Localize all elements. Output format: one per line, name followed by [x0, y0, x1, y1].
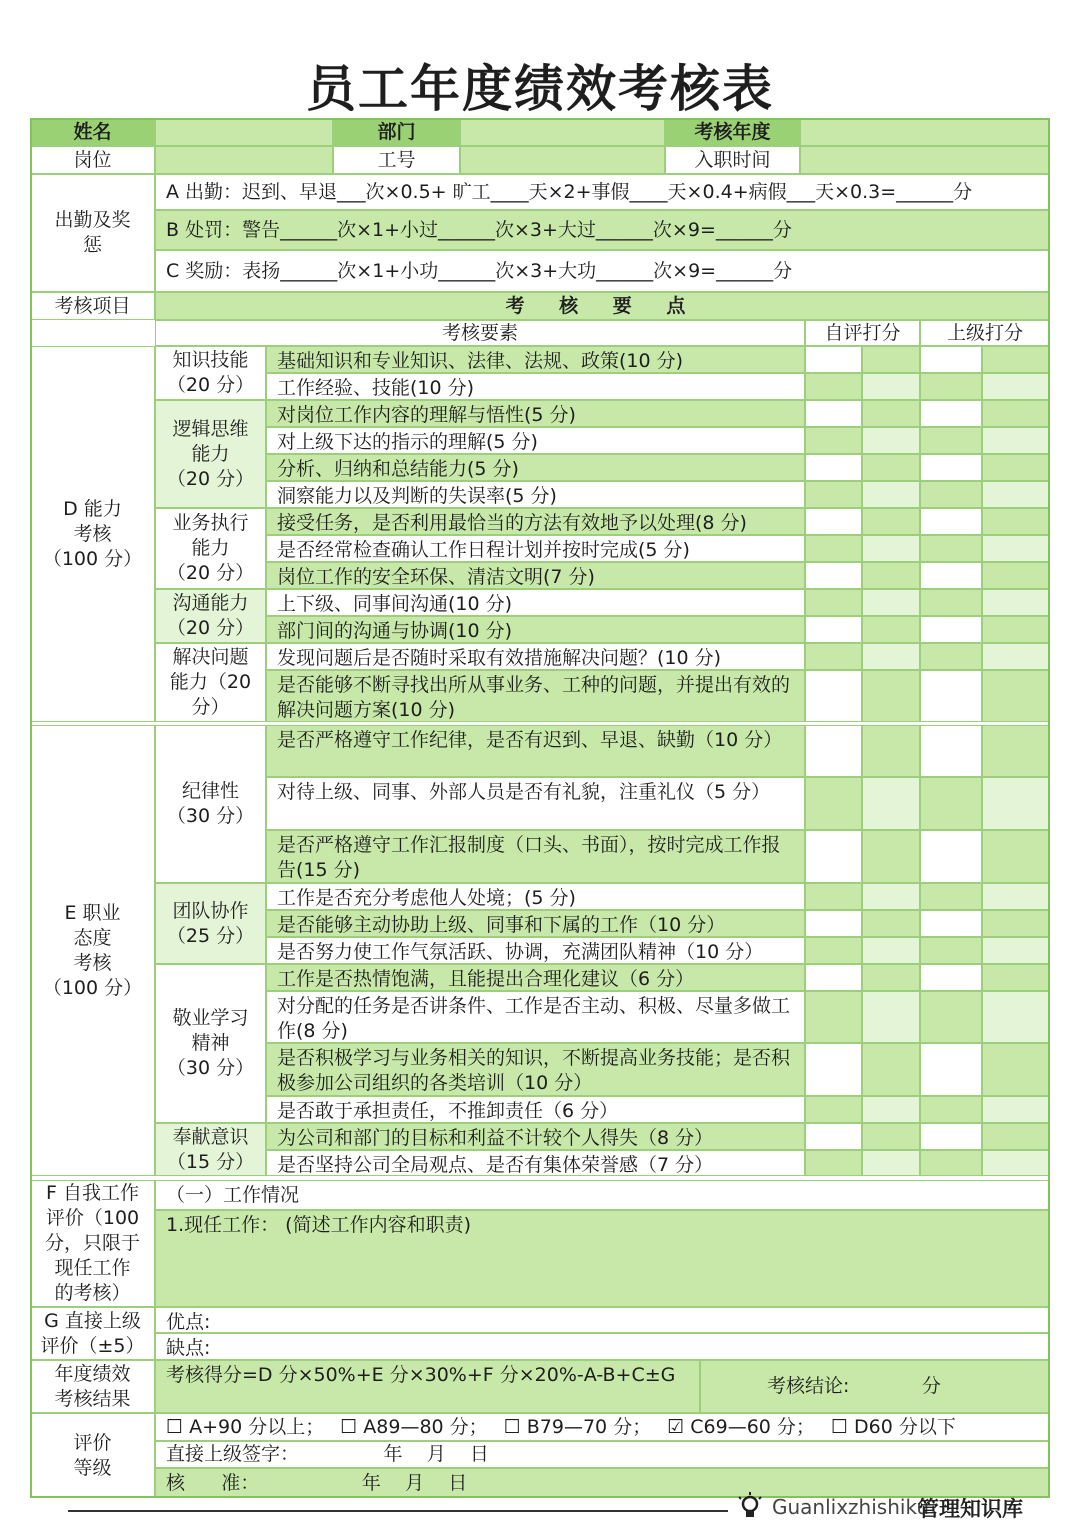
- superior-score-cell-b: [982, 508, 1050, 535]
- factor-row: 是否敢于承担责任，不推卸责任（6 分）: [266, 1096, 805, 1123]
- factor-row: 是否严格遵守工作纪律，是否有迟到、早退、缺勤（10 分）: [266, 725, 805, 777]
- superior-signature: 直接上级签字： 年 月 日: [155, 1441, 1050, 1468]
- superior-score-cell-b: [982, 937, 1050, 964]
- superior-score-cell-b: [982, 427, 1050, 454]
- score-conclusion: 考核结论: 分: [700, 1360, 1050, 1413]
- superior-score-cell-b: [982, 1043, 1050, 1096]
- self-score-cell-a: [805, 725, 862, 777]
- self-score-cell-a: [805, 643, 862, 670]
- group-name: 知识技能 （20 分）: [155, 346, 266, 400]
- self-score-header: 自评打分: [805, 320, 920, 346]
- id-value: [460, 146, 665, 174]
- superior-score-cell-b: [982, 616, 1050, 643]
- lightbulb-icon: [736, 1492, 764, 1522]
- superior-score-cell-b: [982, 1096, 1050, 1123]
- self-score-cell-b: [862, 991, 920, 1043]
- self-score-cell-b: [862, 1096, 920, 1123]
- self-score-cell-a: [805, 454, 862, 481]
- grade-label: 评价 等级: [30, 1413, 155, 1498]
- attendance-b: B 处罚：警告______次×1+小过______次×3+大过______次×9=______分: [155, 210, 1050, 250]
- superior-score-header: 上级打分: [920, 320, 1050, 346]
- superior-score-cell-a: [920, 589, 982, 616]
- factor-row: 是否经常检查确认工作日程计划并按时完成(5 分): [266, 535, 805, 562]
- items-points: 考 核 要 点: [155, 292, 1050, 320]
- factor-row: 是否积极学习与业务相关的知识，不断提高业务技能；是否积极参加公司组织的各类培训（10 分）: [266, 1043, 805, 1096]
- section-f-label: F 自我工作 评价（100 分，只限于 现任工作 的考核）: [30, 1180, 155, 1307]
- superior-score-cell-a: [920, 991, 982, 1043]
- page-title: 员工年度绩效考核表: [306, 60, 774, 118]
- superior-score-cell-a: [920, 508, 982, 535]
- self-score-cell-a: [805, 910, 862, 937]
- self-score-cell-a: [805, 1123, 862, 1150]
- factor-row: 工作是否充分考虑他人处境；(5 分): [266, 883, 805, 910]
- section_d-label: D 能力 考核 （100 分）: [30, 346, 155, 722]
- group-name: 解决问题 能力（20 分）: [155, 643, 266, 722]
- grade-option-4[interactable]: ☐ D60 分以下: [830, 1415, 956, 1438]
- post-value: [155, 146, 333, 174]
- superior-score-cell-b: [982, 346, 1050, 373]
- self-score-cell-b: [862, 1043, 920, 1096]
- self-score-cell-b: [862, 670, 920, 722]
- superior-score-cell-b: [982, 777, 1050, 830]
- post-label: 岗位: [30, 146, 155, 174]
- self-score-cell-a: [805, 535, 862, 562]
- self-score-cell-a: [805, 400, 862, 427]
- self-score-cell-b: [862, 400, 920, 427]
- work-status-line: （一）工作情况: [155, 1180, 1050, 1210]
- superior-score-cell-a: [920, 643, 982, 670]
- factor-row: 是否努力使工作气氛活跃、协调，充满团队精神（10 分）: [266, 937, 805, 964]
- self-score-cell-b: [862, 535, 920, 562]
- group-name: 业务执行 能力 （20 分）: [155, 508, 266, 589]
- superior-score-cell-a: [920, 616, 982, 643]
- current-work-line: 1.现任工作： (简述工作内容和职责): [155, 1210, 1050, 1307]
- superior-score-cell-a: [920, 1150, 982, 1176]
- superior-score-cell-a: [920, 910, 982, 937]
- superior-score-cell-a: [920, 883, 982, 910]
- superior-score-cell-b: [982, 454, 1050, 481]
- factor-row: 是否坚持公司全局观点、是否有集体荣誉感（7 分）: [266, 1150, 805, 1176]
- self-score-cell-a: [805, 883, 862, 910]
- factor-row: 是否严格遵守工作汇报制度（口头、书面），按时完成工作报告(15 分): [266, 830, 805, 883]
- superior-score-cell-a: [920, 427, 982, 454]
- superior-score-cell-a: [920, 454, 982, 481]
- join-label: 入职时间: [665, 146, 800, 174]
- factor-row: 洞察能力以及判断的失误率(5 分): [266, 481, 805, 508]
- superior-score-cell-b: [982, 883, 1050, 910]
- superior-score-cell-b: [982, 1150, 1050, 1176]
- items-label: 考核项目: [30, 292, 155, 320]
- self-score-cell-a: [805, 1096, 862, 1123]
- factor-row: 接受任务，是否利用最恰当的方法有效地予以处理(8 分): [266, 508, 805, 535]
- factors-header: 考核要素: [155, 320, 805, 346]
- superior-score-cell-b: [982, 725, 1050, 777]
- factor-row: 工作是否热情饱满，且能提出合理化建议（6 分）: [266, 964, 805, 991]
- section-g-label: G 直接上级 评价（±5）: [30, 1307, 155, 1360]
- footer-brand: 管理知识库: [918, 1496, 1023, 1521]
- factor-row: 对上级下达的指示的理解(5 分): [266, 427, 805, 454]
- superior-score-cell-a: [920, 830, 982, 883]
- result-label: 年度绩效 考核结果: [30, 1360, 155, 1413]
- self-score-cell-a: [805, 346, 862, 373]
- self-score-cell-a: [805, 481, 862, 508]
- group-name: 敬业学习 精神 （30 分）: [155, 964, 266, 1123]
- factor-row: 分析、归纳和总结能力(5 分): [266, 454, 805, 481]
- self-score-cell-a: [805, 589, 862, 616]
- superior-score-cell-a: [920, 1096, 982, 1123]
- self-score-cell-a: [805, 562, 862, 589]
- dept-label: 部门: [333, 118, 460, 146]
- factor-row: 是否能够不断寻找出所从事业务、工种的问题，并提出有效的解决问题方案(10 分): [266, 670, 805, 722]
- factor-row: 工作经验、技能(10 分): [266, 373, 805, 400]
- factor-row: 对岗位工作内容的理解与悟性(5 分): [266, 400, 805, 427]
- attendance-c: C 奖励：表扬______次×1+小功______次×3+大功______次×9=______分: [155, 250, 1050, 292]
- name-label: 姓名: [30, 118, 155, 146]
- self-score-cell-b: [862, 481, 920, 508]
- join-value: [800, 146, 1050, 174]
- superior-score-cell-a: [920, 777, 982, 830]
- approval-line: 核 准： 年 月 日: [155, 1468, 1050, 1498]
- self-score-cell-a: [805, 670, 862, 722]
- self-score-cell-b: [862, 589, 920, 616]
- grade-option-0[interactable]: ☐ A+90 分以上；: [166, 1415, 325, 1438]
- superior-score-cell-b: [982, 481, 1050, 508]
- self-score-cell-b: [862, 964, 920, 991]
- superior-score-cell-b: [982, 373, 1050, 400]
- superior-score-cell-b: [982, 991, 1050, 1043]
- grade-option-2[interactable]: ☐ B79—70 分；: [503, 1415, 652, 1438]
- self-score-cell-b: [862, 777, 920, 830]
- factor-row: 上下级、同事间沟通(10 分): [266, 589, 805, 616]
- self-score-cell-b: [862, 910, 920, 937]
- superior-score-cell-a: [920, 481, 982, 508]
- superior-score-cell-a: [920, 400, 982, 427]
- name-value: [155, 118, 333, 146]
- factor-row: 发现问题后是否随时采取有效措施解决问题？(10 分): [266, 643, 805, 670]
- superior-score-cell-a: [920, 535, 982, 562]
- superior-score-cell-a: [920, 346, 982, 373]
- self-score-cell-b: [862, 643, 920, 670]
- grade-option-3[interactable]: ☑ C69—60 分；: [667, 1415, 815, 1438]
- self-score-cell-a: [805, 830, 862, 883]
- superior-score-cell-b: [982, 400, 1050, 427]
- year-label: 考核年度: [665, 118, 800, 146]
- footer-rule: [68, 1510, 728, 1512]
- superior-score-cell-a: [920, 964, 982, 991]
- self-score-cell-a: [805, 1150, 862, 1176]
- self-score-cell-a: [805, 427, 862, 454]
- self-score-cell-b: [862, 373, 920, 400]
- self-score-cell-b: [862, 346, 920, 373]
- factor-row: 基础知识和专业知识、法律、法规、政策(10 分): [266, 346, 805, 373]
- self-score-cell-a: [805, 616, 862, 643]
- superior-score-cell-b: [982, 964, 1050, 991]
- superior-score-cell-a: [920, 670, 982, 722]
- self-score-cell-a: [805, 991, 862, 1043]
- self-score-cell-b: [862, 725, 920, 777]
- factor-row: 对待上级、同事、外部人员是否有礼貌，注重礼仪（5 分）: [266, 777, 805, 830]
- self-score-cell-b: [862, 427, 920, 454]
- dept-value: [460, 118, 665, 146]
- year-value: [800, 118, 1050, 146]
- self-score-cell-b: [862, 616, 920, 643]
- superior-score-cell-b: [982, 589, 1050, 616]
- section_e-label: E 职业 态度 考核 （100 分）: [30, 725, 155, 1176]
- superior-score-cell-a: [920, 1043, 982, 1096]
- superior-score-cell-b: [982, 670, 1050, 722]
- self-score-cell-b: [862, 883, 920, 910]
- group-name: 逻辑思维 能力 （20 分）: [155, 400, 266, 508]
- score-formula: 考核得分=D 分×50%+E 分×30%+F 分×20%-A-B+C±G: [155, 1360, 700, 1413]
- self-score-cell-a: [805, 964, 862, 991]
- superior-score-cell-a: [920, 937, 982, 964]
- self-score-cell-a: [805, 777, 862, 830]
- group-name: 团队协作 （25 分）: [155, 883, 266, 964]
- grade-options: [155, 1413, 1050, 1441]
- superior-score-cell-b: [982, 1123, 1050, 1150]
- group-name: 沟通能力 （20 分）: [155, 589, 266, 643]
- factor-row: 部门间的沟通与协调(10 分): [266, 616, 805, 643]
- superior-score-cell-b: [982, 643, 1050, 670]
- self-score-cell-b: [862, 454, 920, 481]
- superior-score-cell-b: [982, 535, 1050, 562]
- superior-score-cell-a: [920, 725, 982, 777]
- superior-score-cell-b: [982, 562, 1050, 589]
- self-score-cell-b: [862, 937, 920, 964]
- factor-row: 为公司和部门的目标和利益不计较个人得失（8 分）: [266, 1123, 805, 1150]
- self-score-cell-b: [862, 1150, 920, 1176]
- id-label: 工号: [333, 146, 460, 174]
- grade-option-1[interactable]: ☐ A89—80 分；: [340, 1415, 488, 1438]
- superior-score-cell-a: [920, 562, 982, 589]
- self-score-cell-a: [805, 1043, 862, 1096]
- attendance-label: 出勤及奖惩: [30, 174, 155, 292]
- self-score-cell-a: [805, 508, 862, 535]
- factor-row: 是否能够主动协助上级、同事和下属的工作（10 分）: [266, 910, 805, 937]
- factor-row: 岗位工作的安全环保、清洁文明(7 分): [266, 562, 805, 589]
- self-score-cell-a: [805, 373, 862, 400]
- pros-line: 优点:: [155, 1307, 1050, 1333]
- superior-score-cell-b: [982, 830, 1050, 883]
- self-score-cell-b: [862, 562, 920, 589]
- superior-score-cell-b: [982, 910, 1050, 937]
- self-score-cell-a: [805, 937, 862, 964]
- group-name: 奉献意识 （15 分）: [155, 1123, 266, 1176]
- footer-site: Guanlixzhishiku: [772, 1495, 930, 1519]
- superior-score-cell-a: [920, 1123, 982, 1150]
- factor-row: 对分配的任务是否讲条件、工作是否主动、积极、尽量多做工作(8 分): [266, 991, 805, 1043]
- superior-score-cell-a: [920, 373, 982, 400]
- self-score-cell-b: [862, 508, 920, 535]
- attendance-a: A 出勤：迟到、早退___次×0.5+ 旷工____天×2+事假____天×0.4+病假___天×0.3=______分: [155, 174, 1050, 210]
- cons-line: 缺点:: [155, 1333, 1050, 1360]
- self-score-cell-b: [862, 1123, 920, 1150]
- self-score-cell-b: [862, 830, 920, 883]
- group-name: 纪律性 （30 分）: [155, 725, 266, 883]
